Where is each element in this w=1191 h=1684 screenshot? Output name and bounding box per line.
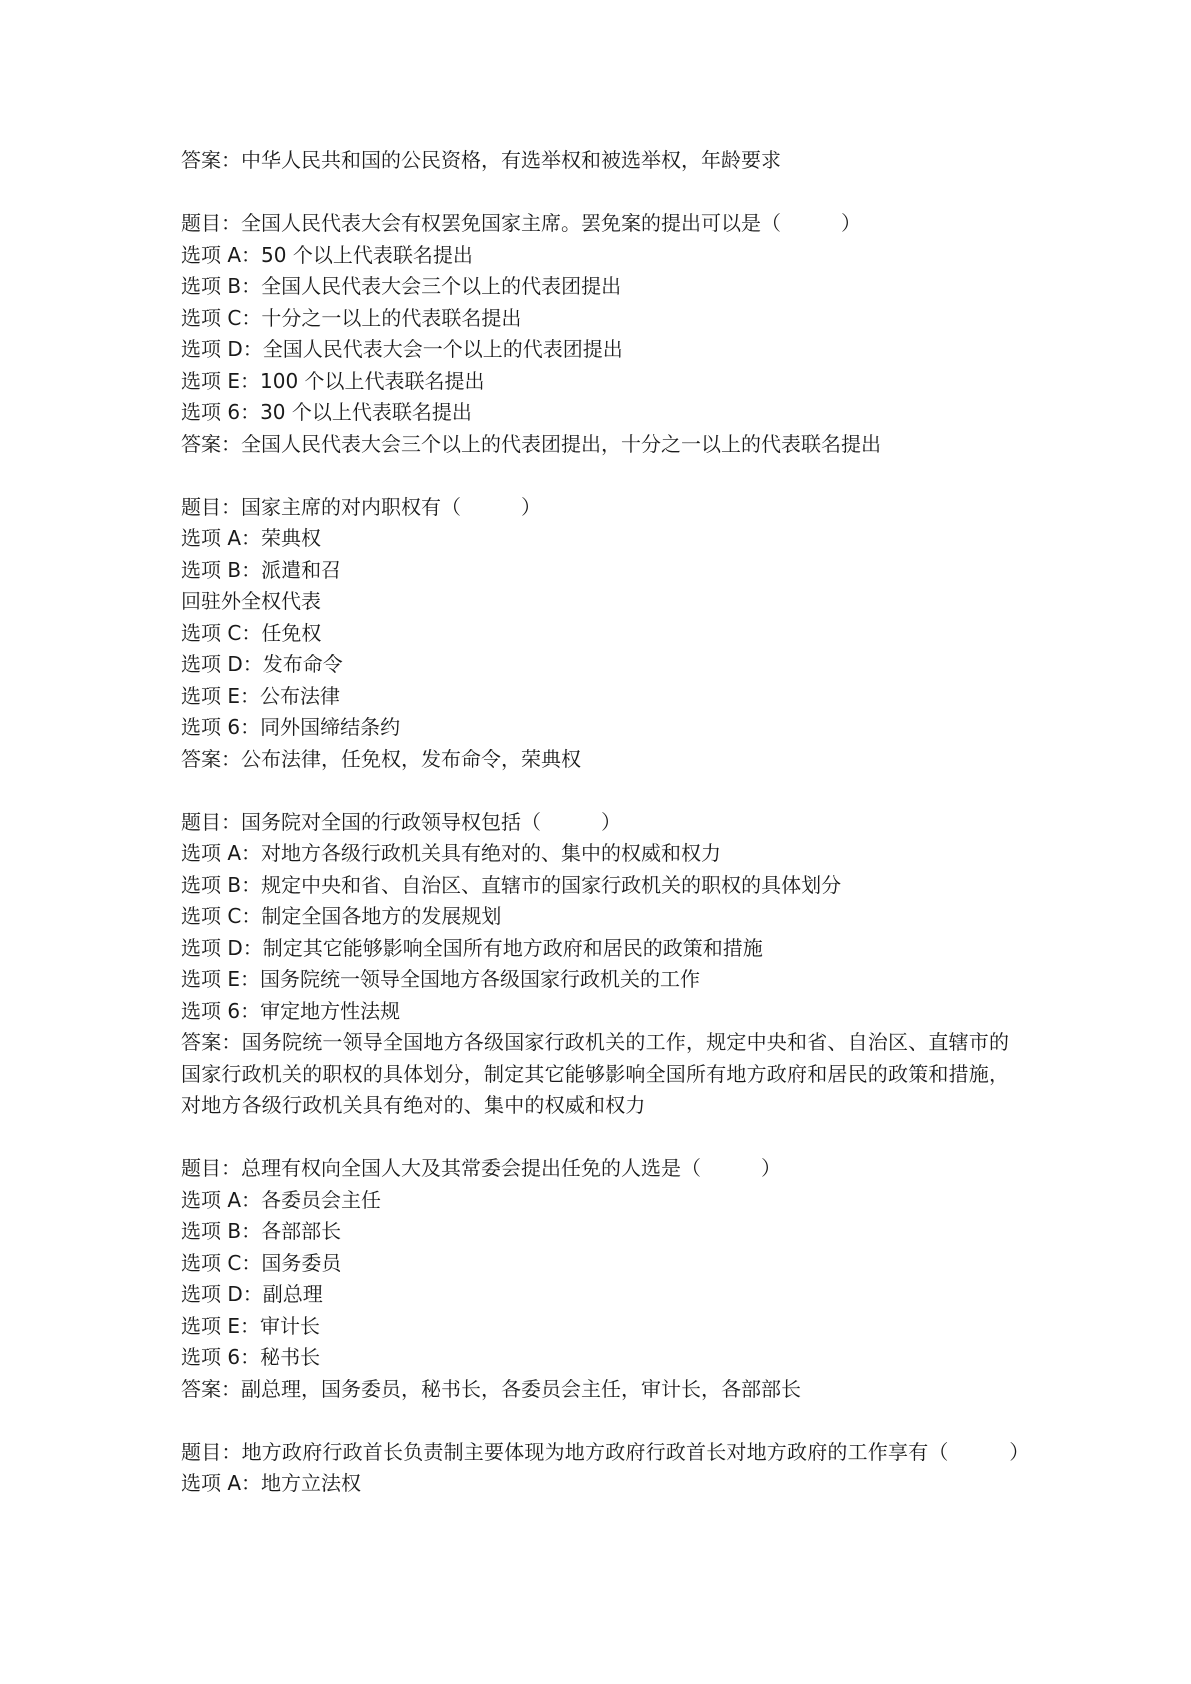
answer-line: 答案：全国人民代表大会三个以上的代表团提出，十分之一以上的代表联名提出 xyxy=(181,431,881,456)
option-line: 选项 6：30 个以上代表联名提出 xyxy=(181,400,472,424)
blank-line xyxy=(181,1122,1021,1154)
option-line: 选项 6：审定地方性法规 xyxy=(181,998,401,1023)
option-line: 选项 B：规定中央和省、自治区、直辖市的国家行政机关的职权的具体划分 xyxy=(181,872,842,897)
question-line: 题目：全国人民代表大会有权罢免国家主席。罢免案的提出可以是（ ） xyxy=(181,211,861,235)
answer-line: 答案：副总理，国务委员，秘书长，各委员会主任，审计长，各部部长 xyxy=(181,1376,801,1401)
blank-line xyxy=(181,775,1021,807)
question-block-1 xyxy=(181,208,1021,460)
blank-line xyxy=(181,177,1021,209)
option-line: 选项 E：国务院统一领导全国地方各级国家行政机关的工作 xyxy=(181,967,700,991)
option-line: 选项 C：国务委员 xyxy=(181,1250,342,1275)
option-line: 选项 C：十分之一以上的代表联名提出 xyxy=(181,305,522,330)
question-block-2 xyxy=(181,492,1021,776)
answer-paragraph: 答案：国务院统一领导全国地方各级国家行政机关的工作，规定中央和省、自治区、直辖市的国家行政机关的职权的具体划分，制定其它能够影响全国所有地方政府和居民的政策和措施，对地方各级行政机关具有绝对的、集中的权威和权力 xyxy=(181,1030,1010,1117)
blank-line xyxy=(181,1405,1021,1437)
option-line: 选项 D：副总理 xyxy=(181,1282,323,1306)
option-line: 选项 A：地方立法权 xyxy=(181,1471,362,1495)
option-line: 选项 C：制定全国各地方的发展规划 xyxy=(181,904,502,928)
blank-line xyxy=(181,460,1021,492)
option-line: 选项 E：公布法律 xyxy=(181,683,340,708)
question-block-4 xyxy=(181,1153,1021,1405)
option-line: 选项 A：对地方各级行政机关具有绝对的、集中的权威和权力 xyxy=(181,841,722,865)
option-line: 选项 D：全国人民代表大会一个以上的代表团提出 xyxy=(181,337,623,361)
option-line: 选项 A：各委员会主任 xyxy=(181,1187,382,1212)
question-block-3 xyxy=(181,807,1021,1122)
option-line: 选项 D：发布命令 xyxy=(181,652,343,676)
option-line: 选项 C：任免权 xyxy=(181,620,322,645)
question-line: 题目：总理有权向全国人大及其常委会提出任免的人选是（ ） xyxy=(181,1156,781,1180)
option-line: 选项 B：全国人民代表大会三个以上的代表团提出 xyxy=(181,274,622,298)
question-line: 题目：国家主席的对内职权有（ ） xyxy=(181,494,541,519)
answer-line: 答案：中华人民共和国的公民资格，有选举权和被选举权，年龄要求 xyxy=(181,148,781,172)
option-line: 选项 A：50 个以上代表联名提出 xyxy=(181,242,473,267)
option-continuation-line: 回驻外全权代表 xyxy=(181,589,321,613)
answer-line: 答案：公布法律，任免权，发布命令，荣典权 xyxy=(181,746,581,771)
question-paragraph: 题目：地方政府行政首长负责制主要体现为地方政府行政首长对地方政府的工作享有（ ） xyxy=(181,1439,1030,1464)
option-line: 选项 A：荣典权 xyxy=(181,526,322,550)
option-line: 选项 6：同外国缔结条约 xyxy=(181,715,401,739)
option-line: 选项 6：秘书长 xyxy=(181,1345,321,1369)
option-line: 选项 E：100 个以上代表联名提出 xyxy=(181,368,485,393)
option-line: 选项 E：审计长 xyxy=(181,1313,320,1338)
document-body xyxy=(181,145,1030,1500)
option-line: 选项 B：派遣和召 xyxy=(181,557,342,582)
question-line: 题目：国务院对全国的行政领导权包括（ ） xyxy=(181,809,621,834)
question-block-5 xyxy=(181,1437,1030,1500)
option-line: 选项 B：各部部长 xyxy=(181,1219,342,1243)
option-line: 选项 D：制定其它能够影响全国所有地方政府和居民的政策和措施 xyxy=(181,935,763,960)
